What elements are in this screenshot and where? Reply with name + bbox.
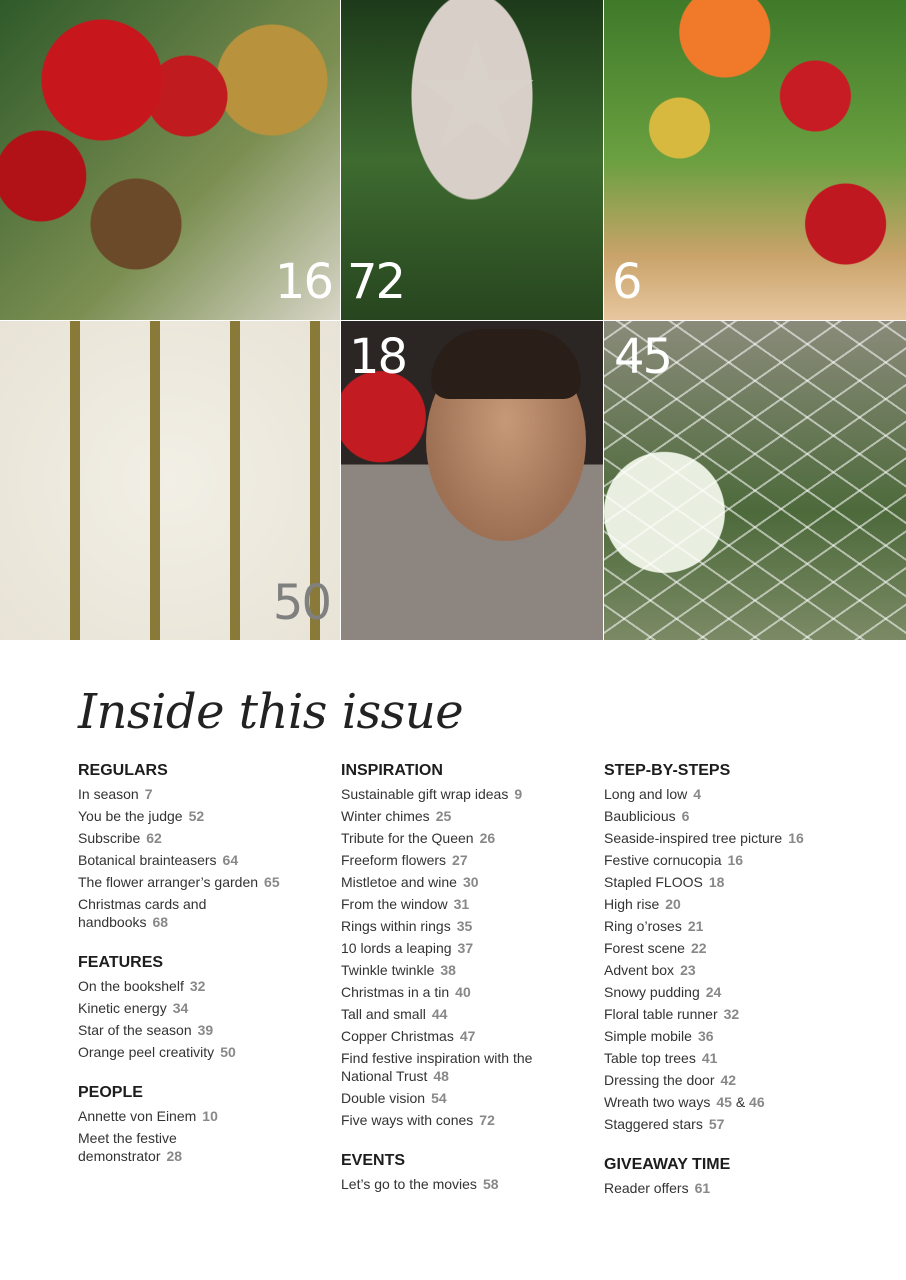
contents-entry[interactable]	[604, 1115, 884, 1133]
page-title: Inside this issue	[78, 684, 464, 740]
entry-label: Kinetic energy	[78, 1000, 167, 1016]
entry-label: The flower arranger’s garden	[78, 874, 259, 890]
entry-page: 54	[431, 1090, 447, 1106]
entry-page: 37	[457, 940, 474, 956]
entry-label: Star of the season	[78, 1022, 192, 1038]
entry-page: 7	[144, 786, 153, 802]
entry-page: 23	[680, 962, 696, 978]
contents-entry[interactable]	[78, 807, 328, 825]
contents-entry[interactable]	[78, 895, 248, 931]
section-events	[341, 1151, 591, 1193]
entry-label: Copper Christmas	[341, 1028, 454, 1044]
contents-entry[interactable]	[78, 1043, 328, 1061]
entry-page: 52	[188, 808, 205, 824]
entry-label: Winter chimes	[341, 808, 430, 824]
section-title: REGULARS	[78, 762, 168, 779]
entry-page: 26	[479, 830, 496, 846]
page-number-label: 16	[274, 254, 332, 310]
entry-page: 32	[189, 978, 206, 994]
entry-label: Annette von Einem	[78, 1108, 197, 1124]
entry-label: Festive cornucopia	[604, 852, 722, 868]
section-step-by-steps	[604, 761, 884, 1133]
entry-page: 18	[708, 874, 725, 890]
contents-entry[interactable]	[341, 1049, 541, 1085]
entry-label: Floral table runner	[604, 1006, 718, 1022]
page-number-label: 45	[614, 329, 672, 385]
contents-column-1	[78, 761, 328, 1187]
section-regulars	[78, 761, 328, 931]
entry-page: 34	[172, 1000, 189, 1016]
entry-label: Dressing the door	[604, 1072, 715, 1088]
entry-page: 65	[264, 874, 280, 890]
contents-entry[interactable]	[341, 829, 591, 847]
star-icon: ★	[408, 11, 544, 179]
contents-entry[interactable]	[604, 983, 884, 1001]
entry-label: On the bookshelf	[78, 978, 184, 994]
entry-label: In season	[78, 786, 139, 802]
entry-page: 16	[788, 830, 804, 846]
contents-entry[interactable]	[78, 851, 328, 869]
contents-entry[interactable]	[604, 785, 884, 803]
section-title: EVENTS	[341, 1152, 406, 1169]
contents-entry[interactable]	[78, 1107, 328, 1125]
entry-label: High rise	[604, 896, 660, 912]
contents-entry[interactable]	[604, 1093, 884, 1111]
entry-label: Botanical brainteasers	[78, 852, 217, 868]
entry-label: Staggered stars	[604, 1116, 703, 1132]
section-giveaway-time	[604, 1155, 884, 1197]
entry-page: 47	[459, 1028, 476, 1044]
section-title: PEOPLE	[78, 1084, 143, 1101]
entry-label: Christmas cards and handbooks	[78, 896, 207, 930]
entry-page: 36	[697, 1028, 714, 1044]
contents-entry[interactable]	[604, 895, 884, 913]
contents-entry[interactable]	[341, 807, 591, 825]
entry-page: 21	[687, 918, 704, 934]
contents-entry[interactable]	[341, 785, 591, 803]
photo-rose-arrangement[interactable]	[604, 0, 906, 320]
entry-page: 44	[431, 1006, 448, 1022]
entry-page: 9	[514, 786, 523, 802]
section-people	[78, 1083, 328, 1165]
photo-white-wreath[interactable]	[604, 321, 906, 640]
entry-label: Stapled FLOOS	[604, 874, 703, 890]
entry-label: Forest scene	[604, 940, 685, 956]
contents-entry[interactable]	[341, 1005, 591, 1023]
entry-page: 61	[694, 1180, 711, 1196]
section-inspiration	[341, 761, 591, 1129]
contents-entry[interactable]	[604, 961, 884, 979]
entry-page: 58	[482, 1176, 499, 1192]
contents-entry[interactable]	[604, 1027, 884, 1045]
entry-page: 38	[440, 962, 456, 978]
entry-page: 62	[146, 830, 162, 846]
contents-entry[interactable]	[341, 983, 591, 1001]
entry-page: 48	[433, 1068, 449, 1084]
contents-entry[interactable]	[78, 1021, 328, 1039]
contents-entry[interactable]	[78, 785, 328, 803]
photo-demonstrator-portrait[interactable]	[341, 321, 603, 640]
entry-page: 24	[705, 984, 722, 1000]
entry-label: Wreath two ways	[604, 1094, 711, 1110]
photo-orange-peel-rings[interactable]	[0, 321, 340, 640]
entry-label: Double vision	[341, 1090, 426, 1106]
photo-christmas-flowers[interactable]	[0, 0, 340, 320]
entry-page: 6	[681, 808, 690, 824]
contents-entry[interactable]	[341, 1175, 591, 1193]
entry-page: 30	[462, 874, 479, 890]
entry-label: You be the judge	[78, 808, 183, 824]
contents-entry[interactable]	[604, 1179, 884, 1197]
entry-label: 10 lords a leaping	[341, 940, 452, 956]
section-title: GIVEAWAY TIME	[604, 1156, 731, 1173]
contents-entry[interactable]	[604, 1071, 884, 1089]
entry-label: Tall and small	[341, 1006, 426, 1022]
contents-entry[interactable]	[341, 895, 591, 913]
entry-page: 42	[720, 1072, 737, 1088]
contents-entry[interactable]	[604, 917, 884, 935]
entry-page: 40	[455, 984, 471, 1000]
entry-page: 72	[479, 1112, 495, 1128]
entry-label: Table top trees	[604, 1050, 696, 1066]
entry-page: 10	[202, 1108, 218, 1124]
contents-entry[interactable]	[78, 873, 328, 891]
entry-label: Baublicious	[604, 808, 676, 824]
page-number-label: 50	[272, 575, 330, 631]
contents-entry[interactable]	[604, 829, 884, 847]
entry-label: Tribute for the Queen	[341, 830, 474, 846]
contents-column-3	[604, 761, 884, 1219]
entry-label: Reader offers	[604, 1180, 689, 1196]
section-title: FEATURES	[78, 954, 164, 971]
contents-entry[interactable]	[341, 873, 591, 891]
contents-entry[interactable]	[604, 1049, 884, 1067]
person-hair-shape	[431, 329, 581, 399]
entry-page: 50	[220, 1044, 236, 1060]
section-title: STEP-BY-STEPS	[604, 762, 731, 779]
entry-label: Snowy pudding	[604, 984, 700, 1000]
entry-label: Mistletoe and wine	[341, 874, 457, 890]
entry-label: Five ways with cones	[341, 1112, 474, 1128]
entry-label: Seaside-inspired tree picture	[604, 830, 783, 846]
contents-entry[interactable]	[604, 1005, 884, 1023]
page-number-label: 72	[347, 254, 405, 310]
entry-label: Twinkle twinkle	[341, 962, 435, 978]
contents-entry[interactable]	[341, 851, 591, 869]
entry-ampersand: &	[735, 1094, 746, 1110]
contents-entry[interactable]	[604, 873, 884, 891]
entry-page: 35	[456, 918, 473, 934]
section-title: INSPIRATION	[341, 762, 443, 779]
entry-label: From the window	[341, 896, 448, 912]
entry-label: Orange peel creativity	[78, 1044, 215, 1060]
entry-label: Find festive inspiration with the National Trust	[341, 1050, 533, 1084]
contents-entry[interactable]	[604, 851, 884, 869]
entry-page: 45	[716, 1094, 732, 1110]
contents-entry[interactable]	[341, 1111, 591, 1129]
entry-page: 20	[665, 896, 681, 912]
entry-label: Ring o’roses	[604, 918, 682, 934]
entry-page: 27	[452, 852, 468, 868]
entry-page: 32	[723, 1006, 740, 1022]
contents-column-2	[341, 761, 591, 1215]
entry-page: 25	[435, 808, 452, 824]
contents-entry[interactable]	[341, 917, 591, 935]
contents-entry[interactable]	[341, 939, 591, 957]
entry-label: Sustainable gift wrap ideas	[341, 786, 509, 802]
entry-label: Advent box	[604, 962, 675, 978]
entry-page: 57	[708, 1116, 725, 1132]
contents-entry[interactable]	[78, 1129, 218, 1165]
entry-page: 4	[693, 786, 702, 802]
contents-entry[interactable]	[78, 829, 328, 847]
entry-label: Long and low	[604, 786, 688, 802]
contents-entry[interactable]	[341, 1089, 591, 1107]
entry-page: 39	[197, 1022, 214, 1038]
entry-page: 64	[222, 852, 239, 868]
contents-entry[interactable]	[604, 939, 884, 957]
page-number-label: 6	[612, 254, 641, 310]
photo-felt-star[interactable]	[341, 0, 603, 320]
page-number-label: 18	[349, 329, 407, 385]
entry-label: Freeform flowers	[341, 852, 447, 868]
contents-entry[interactable]	[341, 961, 591, 979]
entry-page: 16	[727, 852, 744, 868]
entry-label: Subscribe	[78, 830, 141, 846]
contents-entry[interactable]	[604, 807, 884, 825]
entry-page: 46	[749, 1094, 765, 1110]
entry-page: 28	[166, 1148, 183, 1164]
entry-label: Meet the festive demonstrator	[78, 1130, 177, 1164]
entry-page: 22	[690, 940, 707, 956]
entry-page: 31	[453, 896, 470, 912]
entry-page: 41	[701, 1050, 718, 1066]
entry-page: 68	[152, 914, 169, 930]
entry-label: Christmas in a tin	[341, 984, 450, 1000]
entry-label: Simple mobile	[604, 1028, 692, 1044]
contents-entry[interactable]	[78, 999, 328, 1017]
section-features	[78, 953, 328, 1061]
entry-label: Rings within rings	[341, 918, 451, 934]
contents-entry[interactable]	[341, 1027, 591, 1045]
contents-entry[interactable]	[78, 977, 328, 995]
entry-label: Let’s go to the movies	[341, 1176, 477, 1192]
